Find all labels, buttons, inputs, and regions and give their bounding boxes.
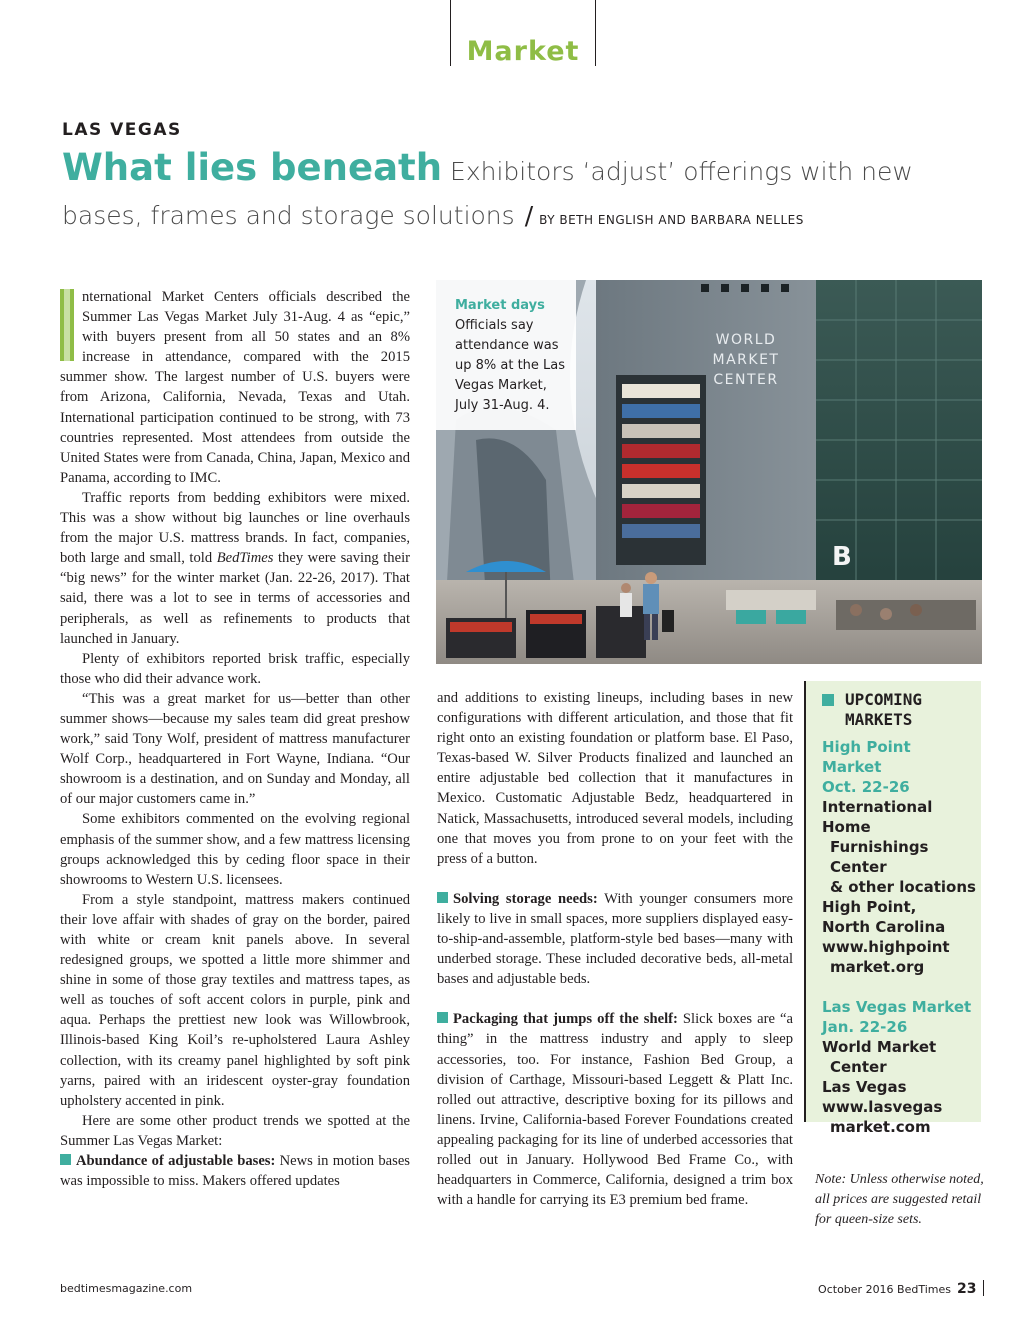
- paragraph-text: Slick boxes are “a thing” in the mattress industry and apply to sleep accessories, too. For instance, Fashion Bed Group, a division of Carthage, Missouri-based Leggett & Platt Inc. rolled out attractive, descriptive boxing for its pillows and linens. Irvine, California-based Forever Foundations created appealing packaging for its line of underbed accessories that rolled out in January. Hollywood Bed Frame Co., with headquarters in Commerce, California, designed a trim box with a handle for carrying its E3 premium bed frame.: [437, 1011, 793, 1209]
- kicker: LAS VEGAS: [62, 120, 182, 140]
- paragraph-text: they were saving their “big news” for the winter market (Jan. 22-26, 2017). That said, there was a lot to see in terms of accessories and peripherals, as well as refinements to products that launched in January.: [60, 550, 410, 647]
- headline: [62, 146, 992, 242]
- paragraph: “This was a great market for us—better than other summer shows—because my sales team did great preshow work,” said Tony Wolf, president of mattress manufacturer Wolf Corp., headquartered in Fort Wayne, Indiana. “Our showroom is a destination, and on Sunday and Monday, all of our major customers came in.”: [60, 690, 410, 808]
- section-label: Market: [466, 36, 580, 67]
- paragraph-text: With younger consumers more likely to live in small spaces, more suppliers displayed easy-to-ship-and-assemble, platform-style bed bases—many with underbed storage. These included decorative beds, all-metal bases and adjustable beds.: [437, 890, 794, 988]
- market-city: North Carolina: [822, 918, 946, 936]
- paragraph: and additions to existing lineups, including bases in new configurations with different articulation, and those that fit right onto an existing foundation or platform base. El Paso, Texas-based W. Silver Products finalized and launched an entire adjustable bed collection that it manufactures in Mexico. Customatic Adjustable Bedz, headquartered in Natick, Massachusetts, introduced several models, including one that moves you from prone to on your feet with the press of a button.: [437, 690, 793, 867]
- market-url[interactable]: market.org: [830, 958, 925, 976]
- subhead: Abundance of adjustable bases:: [76, 1153, 276, 1170]
- issue-date: October 2016 BedTimes: [818, 1283, 952, 1296]
- market-url[interactable]: www.lasvegas: [822, 1098, 943, 1116]
- bullet-square-icon: [822, 694, 834, 706]
- caption-text: Officials say attendance was up 8% at the Las Vegas Market, July 31-Aug. 4.: [455, 318, 566, 413]
- section-tab: [450, 0, 596, 66]
- paragraph: [60, 287, 410, 488]
- market-url[interactable]: market.com: [830, 1118, 931, 1136]
- subhead: Packaging that jumps off the shelf:: [453, 1011, 678, 1028]
- sidebar-title-line: UPCOMING: [845, 690, 923, 709]
- market-venue: International Home: [822, 798, 933, 836]
- page-number: 23: [957, 1281, 977, 1297]
- market-venue: Furnishings Center: [830, 838, 929, 876]
- upcoming-markets-sidebar: [804, 681, 981, 1136]
- publication-name: BedTimes: [216, 550, 274, 567]
- subhead: Solving storage needs:: [453, 890, 598, 907]
- paragraph: Here are some other product trends we spotted at the Summer Las Vegas Market:: [60, 1112, 410, 1149]
- market-city: High Point,: [822, 898, 917, 916]
- market-dates: Jan. 22-26: [822, 1018, 908, 1036]
- drop-cap-i: [60, 289, 74, 361]
- paragraph: Plenty of exhibitors reported brisk traffic, especially those who did their advance work.: [60, 650, 410, 687]
- world-market-center-sign: [686, 330, 806, 390]
- market-venue: Center: [830, 1058, 887, 1076]
- article-column-1: [60, 287, 410, 1191]
- byline: BY BETH ENGLISH AND BARBARA NELLES: [539, 213, 804, 227]
- paragraph: From a style standpoint, mattress makers continued their love affair with shades of gray on the border, paired with white or cream knit panels above. In several redesigned groups, we spotted a little more shimmer and shine in some of those gray textiles and mattress tapes, as well as touches of soft accent colors in purple, pink and aqua. Perhaps the prettiest new look was Willowbrook, Illinois-based King Koil’s re-upholstered Laura Ashley collection, with its creamy panel highlighted by soft pink yarns, paired with an iridescent oyster-gray foundation upholstery accented in pink.: [60, 891, 410, 1109]
- building-b-letter: B: [832, 542, 852, 572]
- bullet-square-icon: [437, 892, 448, 903]
- paragraph: [60, 1151, 410, 1191]
- pricing-note: Note: Unless otherwise noted, all prices are suggested retail for queen-size sets.: [815, 1172, 984, 1227]
- paragraph-text: nternational Market Centers officials described the Summer Las Vegas Market July 31-Aug. 4 as “epic,” with buyers present from all 50 states and an 8% increase in attendance, compared with the 2015 summer show. The largest number of U.S. buyers were from Arizona, California, Nevada, Texas and Utah. International participation continued to be strong, with 73 countries represented. Most attendees from outside the United States were from Canada, China, Japan, Mexico and Panama, according to IMC.: [60, 289, 410, 486]
- headline-deck: Exhibitors ‘adjust’ offerings with new bases, frames and storage solutions: [62, 157, 913, 230]
- bullet-square-icon: [60, 1154, 71, 1165]
- footer-divider: [983, 1280, 985, 1296]
- paragraph-text: Traffic reports from bedding exhibitors were mixed. This was a show without big launches or line overhauls from the major U.S. mattress brands. In fact, companies, both large and small, told: [60, 489, 410, 567]
- paragraph: [437, 1009, 793, 1210]
- sign-line: WORLD: [715, 332, 777, 348]
- caption-title: Market days: [455, 298, 545, 313]
- article-column-2: [437, 688, 793, 1210]
- sidebar-title: [822, 690, 981, 730]
- market-listing-high-point: [822, 737, 981, 977]
- headline-slash: /: [524, 201, 534, 230]
- paragraph-text: News in motion bases was impossible to miss. Makers offered updates: [60, 1153, 410, 1190]
- footer-site-url[interactable]: bedtimesmagazine.com: [60, 1282, 193, 1295]
- sidebar-title-line: MARKETS: [845, 710, 913, 729]
- market-name: Las Vegas Market: [822, 998, 972, 1016]
- photo-caption: [436, 280, 576, 430]
- sign-line: CENTER: [713, 372, 779, 388]
- sign-line: MARKET: [712, 352, 780, 368]
- market-url[interactable]: www.highpoint: [822, 938, 950, 956]
- market-venue: & other locations: [830, 878, 976, 896]
- footer-issue: [818, 1280, 984, 1297]
- market-name: High Point: [822, 738, 911, 756]
- market-dates: Oct. 22-26: [822, 778, 910, 796]
- paragraph: [437, 889, 793, 989]
- market-city: Las Vegas: [822, 1078, 907, 1096]
- bullet-square-icon: [437, 1012, 448, 1023]
- headline-main: What lies beneath: [62, 146, 443, 189]
- world-market-center-photo: [436, 280, 982, 664]
- paragraph: [60, 488, 410, 649]
- market-venue: World Market: [822, 1038, 937, 1056]
- market-name: Market: [822, 758, 882, 776]
- paragraph: Some exhibitors commented on the evolving regional emphasis of the summer show, and a few mattress licensing groups acknowledged this by ceding floor space in their showrooms to Western U.S. licensees.: [60, 811, 410, 888]
- market-listing-las-vegas: [822, 997, 981, 1137]
